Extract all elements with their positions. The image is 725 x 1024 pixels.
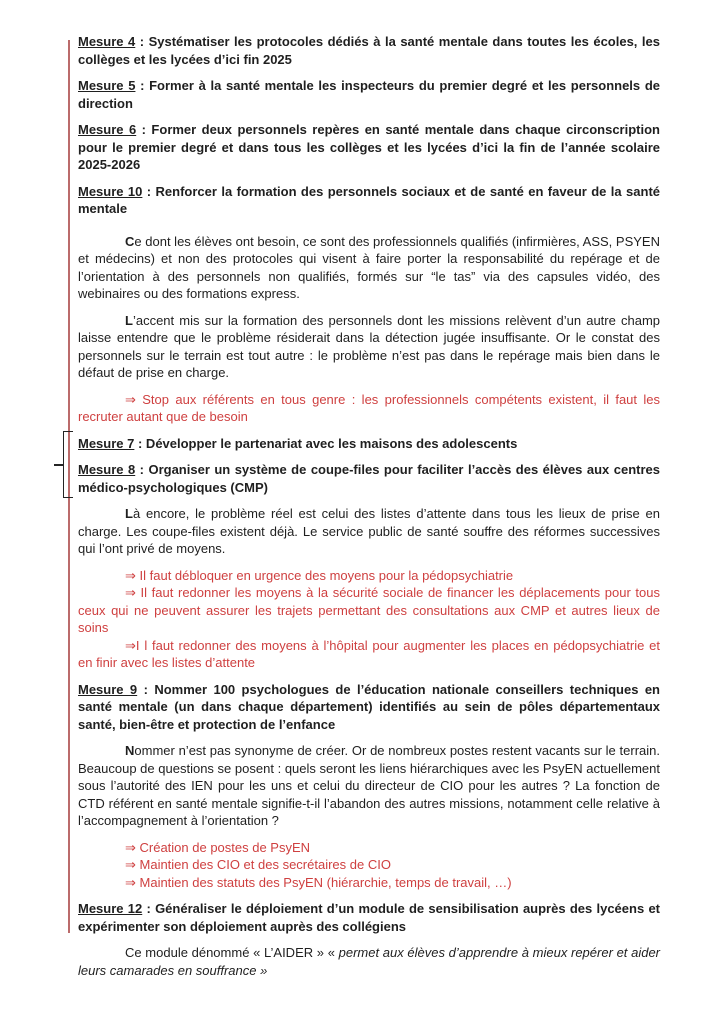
paragraph-text: e dont les élèves ont besoin, ce sont des professionnels qualifiés (infirmières, ASS, PSYEN et médecins) et non des protocoles qui visent à faire porter la responsabilité du repérage et de l’orientation à des personnels non qualifiés, formés sur “le tas” via des capsules vidéo, des webinaires ou des formations express. [78,233,660,301]
measure-8-text: : Organiser un système de coupe-files pour faciliter l’accès des élèves aux centres médico-psychologiques (CMP) [78,462,660,495]
measure-4-heading [78,33,660,68]
measure-7-heading [78,435,660,453]
demand-maintain-psyen-status: ⇒ Maintien des statuts des PsyEN (hiérarchie, temps de travail, …) [125,874,512,890]
paragraph-lead-letter: C [125,233,135,249]
measures-7-8-group [78,435,660,497]
measure-12-text: : Généraliser le déploiement d’un module de sensibilisation auprès des lycéens et expérimenter son déploiement auprès des collégiens [78,901,660,934]
measure-12-heading [78,900,660,935]
paragraph-aider-module [78,944,660,979]
measure-9-heading [78,681,660,734]
paragraph-waiting-lists [78,505,660,558]
demand-pedopsychiatrie-funding: ⇒ Il faut débloquer en urgence des moyens pour la pédopsychiatrie [125,567,514,583]
demand-maintain-cio: ⇒ Maintien des CIO et des secrétaires de CIO [125,857,391,872]
measure-9-label: Mesure 9 [78,681,138,697]
paragraph-intro-text: Ce module dénommé « L’AIDER » « [125,945,339,960]
measure-7-label: Mesure 7 [78,435,135,451]
paragraph-text: à encore, le problème réel est celui des listes d’attente dans tous les lieux de prise en charge. Les coupe-files existent déjà. Le service public de santé souffre des réformes successives qui l’ont privé de moyens. [78,506,660,556]
left-bracket-annotation-icon [63,431,73,499]
paragraph-qualified-professionals [78,233,660,303]
measure-10-heading [78,183,660,218]
measure-10-text: : Renforcer la formation des personnels sociaux et de santé en faveur de la santé mentale [78,183,661,216]
measure-5-heading [78,77,660,112]
measure-5-text: : Former à la santé mentale les inspecteurs du premier degré et les personnels de direction [78,78,660,111]
measure-6-text: : Former deux personnels repères en santé mentale dans chaque circonscription pour le premier degré et dans tous les collèges et les lycées d’ici la fin de l’année scolaire 2025-2026 [78,122,660,172]
paragraph-text: ommer n’est pas synonyme de créer. Or de nombreux postes restent vacants sur le terrain. Beaucoup de questions se posent : quels seront les liens hiérarchiques avec les PsyEN actuellement sous l’autorité des IEN pour les uns et celui du directeur de CIO pour les autres ? La fonction de CTD référent en santé mentale signifie-t-il l’abandon des autres missions, notamment celle relative à l’accompagnement à l’orientation ? [78,743,660,828]
demand-secu-transport-funding: ⇒ Il faut redonner les moyens à la sécurité sociale de financer les déplacements pour tous ceux qui ne peuvent assurer les trajets permettant des consultations aux CMP et autres lieux de soins [78,585,660,635]
paragraph-quote-italic: permet aux élèves d’apprendre à mieux repérer et aider leurs camarades en souffrance » [78,945,661,978]
demands-psyen-group [78,839,660,892]
measure-5-label: Mesure 5 [78,78,136,93]
demand-stop-referents: ⇒ Stop aux référents en tous genre : les professionnels compétents existent, il faut les recruter autant que de besoin [78,391,660,424]
measure-12-label: Mesure 12 [78,901,143,916]
demand-psyen-posts: ⇒ Création de postes de PsyEN [125,839,311,855]
demands-funding-group [78,567,660,672]
paragraph-training-focus [78,312,660,382]
document-content [78,33,660,988]
measure-6-label: Mesure 6 [78,122,137,137]
paragraph-lead-letter: N [125,743,135,758]
paragraph-text: ’accent mis sur la formation des personnels dont les missions relèvent d’un autre champ laisse entendre que le problème résiderait dans la détection jugée insuffisante. Or le constat des personnels sur le terrain est tout autre : le problème n’est pas dans le repérage mais bien dans le défaut de prise en charge. [78,312,660,380]
measure-6-heading [78,121,660,174]
measure-9-text: : Nommer 100 psychologues de l’éducation nationale conseillers techniques en santé mentale (un dans chaque département) identifiés au sein de pôles départementaux santé, bien-être et protection de l’enfance [78,681,660,732]
measure-4-text: : Systématiser les protocoles dédiés à la santé mentale dans toutes les écoles, les collèges et les lycées d’ici fin 2025 [78,34,660,67]
measure-8-heading [78,461,660,496]
measure-10-label: Mesure 10 [78,183,143,199]
measure-4-label: Mesure 4 [78,34,136,49]
paragraph-lead-letter: L [125,506,133,521]
measure-8-label: Mesure 8 [78,462,136,477]
paragraph-nominations [78,742,660,830]
measure-7-text: : Développer le partenariat avec les maisons des adolescents [134,435,518,451]
paragraph-lead-letter: L [125,312,133,328]
demand-hospital-capacity: ⇒I l faut redonner des moyens à l’hôpital pour augmenter les places en pédopsychiatrie et en finir avec les listes d’attente [78,637,660,670]
